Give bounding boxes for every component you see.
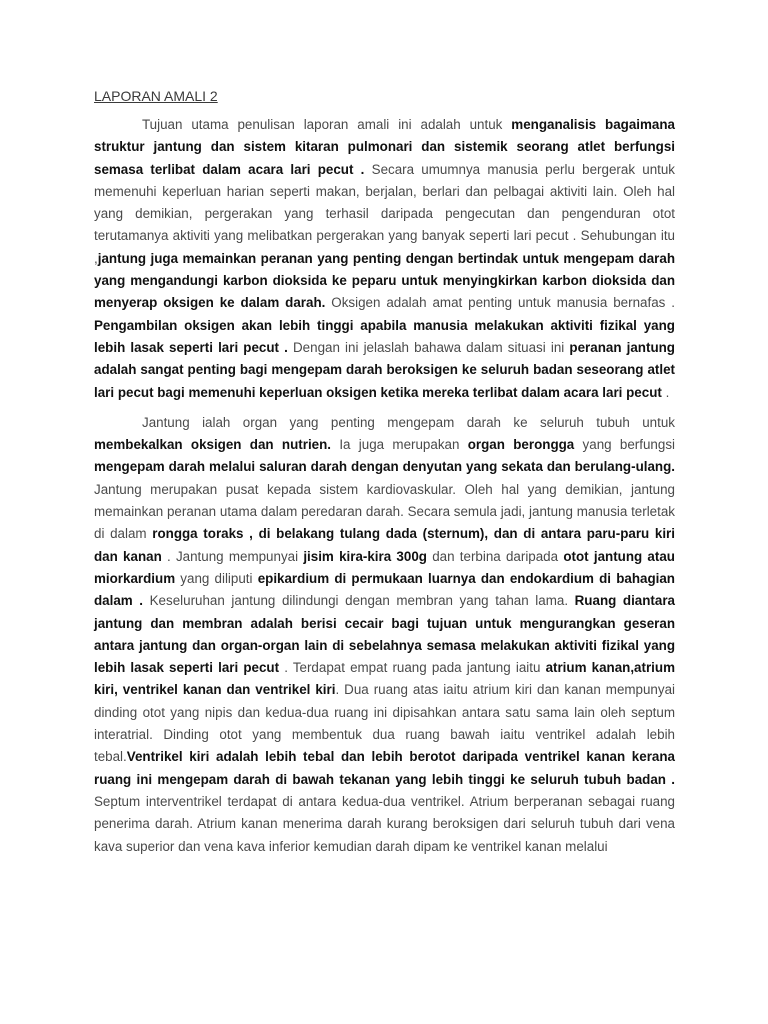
paragraph-2 <box>94 412 675 858</box>
text-run: Ia juga merupakan <box>331 437 468 453</box>
text-run: . <box>661 384 670 400</box>
bold-text-run: menganalisis bagaimana struktur jantung dan sistem kitaran pulmonari dan sistemik seorang atlet berfungsi semasa terlibat dalam acara lari pecut . <box>94 117 675 177</box>
bold-text-run: epikardium di permukaan luarnya dan endokardium di bahagian dalam . <box>94 570 675 609</box>
text-run: Septum interventrikel terdapat di antara kedua-dua ventrikel. Atrium berperanan sebagai ruang penerima darah. Atrium kanan menerima darah kurang beroksigen dari seluruh tubuh dari vena kava superior dan vena kava inferior kemudian darah dipam ke ventrikel kanan melalui <box>94 793 675 854</box>
text-run: Keseluruhan jantung dilindungi dengan membran yang tahan lama. <box>143 593 575 609</box>
document-title: LAPORAN AMALI 2 <box>94 88 218 104</box>
text-run: yang diliputi <box>175 570 258 586</box>
document-page <box>94 86 675 866</box>
text-run: . Dua ruang atas iaitu atrium kiri dan kanan mempunyai dinding otot yang nipis dan kedua-dua ruang ini dipisahkan antara satu sama lain oleh septum interatrial. Dinding otot yang membentuk dua ruang bawah iaitu ventrikel adalah lebih tebal. <box>94 682 675 765</box>
bold-text-run: membekalkan oksigen dan nutrien. <box>94 437 332 453</box>
bold-text-run: rongga toraks , di belakang tulang dada (sternum), dan di antara paru-paru kiri dan kanan <box>94 526 675 564</box>
text-run: . Terdapat empat ruang pada jantung iaitu <box>279 660 546 676</box>
text-run: Dengan ini jelaslah bahawa dalam situasi ini <box>287 339 570 355</box>
bold-text-run: jisim kira-kira 300g <box>303 548 427 564</box>
text-run: Jantung ialah organ yang penting mengepam darah ke seluruh tubuh untuk <box>142 414 675 430</box>
bold-text-run: organ berongga <box>467 437 575 453</box>
text-run: . Jantung mempunyai <box>161 548 304 564</box>
text-run: dan terbina daripada <box>426 548 564 564</box>
paragraph-1 <box>94 114 675 404</box>
text-run: Jantung merupakan pusat kepada sistem kardiovaskular. Oleh hal yang demikian, jantung memainkan peranan utama dalam peredaran darah. Secara semula jadi, jantung manusia terletak di dalam <box>94 481 675 542</box>
bold-text-run: peranan jantung adalah sangat penting bagi mengepam darah beroksigen ke seluruh badan seseorang atlet lari pecut bagi memenuhi keperluan oksigen ketika mereka terlibat dalam acara lari pecut <box>94 339 675 400</box>
bold-text-run: mengepam darah melalui saluran darah dengan denyutan yang sekata dan berulang-ulang. <box>94 459 675 475</box>
bold-text-run: jantung juga memainkan peranan yang penting dengan bertindak untuk mengepam darah yang mengandungi karbon dioksida ke peparu untuk menyingkirkan karbon dioksida dan menyerap oksigen ke dalam darah. <box>94 250 675 311</box>
bold-text-run: Pengambilan oksigen akan lebih tinggi apabila manusia melakukan aktiviti fizikal yang lebih lasak seperti lari pecut . <box>94 317 675 355</box>
text-run: Oksigen adalah amat penting untuk manusia bernafas . <box>325 295 675 311</box>
bold-text-run: atrium kanan,atrium kiri, ventrikel kanan dan ventrikel kiri <box>94 660 675 698</box>
bold-text-run: otot jantung atau miorkardium <box>94 548 675 586</box>
bold-text-run: Ventrikel kiri adalah lebih tebal dan lebih berotot daripada ventrikel kanan kerana ruang ini mengepam darah di bawah tekanan yang lebih tinggi ke seluruh tubuh badan . <box>94 749 675 787</box>
bold-text-run: Ruang diantara jantung dan membran adalah berisi cecair bagi tujuan untuk mengurangkan geseran antara jantung dan organ-organ lain di sebelahnya semasa melakukan aktiviti fizikal yang lebih lasak seperti lari pecut <box>94 593 675 676</box>
text-run: yang berfungsi <box>574 437 675 453</box>
text-run: Tujuan utama penulisan laporan amali ini adalah untuk <box>142 117 512 132</box>
text-run: Secara umumnya manusia perlu bergerak untuk memenuhi keperluan harian seperti makan, berjalan, berlari dan pelbagai aktiviti lain. Oleh hal yang demikian, pergerakan yang terhasil daripada pengecutan dan pengenduran otot terutamanya aktiviti yang melibatkan pergerakan yang banyak seperti lari pecut . Sehubungan itu , <box>94 161 676 266</box>
